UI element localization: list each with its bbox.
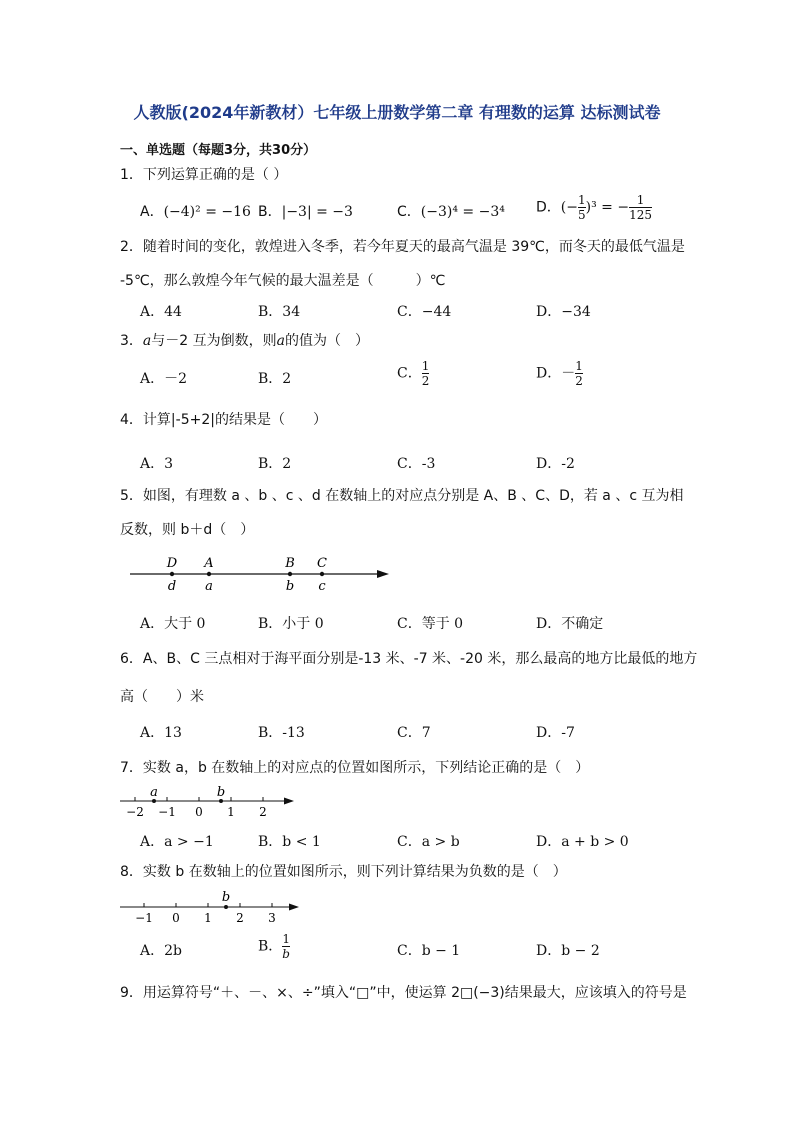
tick-label: 1 <box>227 805 235 819</box>
question-number: 2． <box>120 239 143 255</box>
label-b: b <box>216 785 226 800</box>
option-a: A．－2 <box>140 371 188 387</box>
question-8 <box>120 863 567 881</box>
option-a: A．2b <box>140 943 182 959</box>
option-c: C．7 <box>397 725 431 741</box>
option-b: B．2 <box>258 456 292 472</box>
question-stem-line1: A、B、C 三点相对于海平面分别是-13 米、-7 米、-20 米，那么最高的地方比最低的地方 <box>142 651 698 667</box>
point-b <box>288 572 292 576</box>
option-b: B．-13 <box>258 725 305 741</box>
label-upper-b: B <box>285 556 295 571</box>
label-lower-a: a <box>205 579 213 594</box>
option-d: D．(− $\frac{1}{5}$ )³ = − $\frac{1}{125}$ <box>536 193 652 222</box>
question-2-line2: -5℃，那么敦煌今年气候的最大温差是（ ）℃ <box>120 273 446 289</box>
question-number: 6． <box>120 651 143 667</box>
option-c: C．等于 0 <box>397 616 464 632</box>
question-stem: 实数 a，b 在数轴上的对应点的位置如图所示，下列结论正确的是（ ） <box>142 760 590 776</box>
question-6 <box>120 650 697 668</box>
option-b: B．2 <box>258 371 292 387</box>
option-a: A．13 <box>140 725 182 741</box>
question-3: 3．a与－2 互为倒数，则a的值为（ ） <box>120 333 369 349</box>
label-lower-b: b <box>285 579 295 594</box>
question-2 <box>120 238 685 256</box>
point-d <box>170 572 174 576</box>
option-d: D．−34 <box>536 304 591 320</box>
question-5-line2: 反数，则 b＋d（ ） <box>120 522 255 538</box>
option-a: A．a > −1 <box>140 834 214 850</box>
question-number: 3． <box>120 333 143 349</box>
question-7 <box>120 759 589 777</box>
number-line-q7 <box>118 783 298 821</box>
option-a: A．大于 0 <box>140 616 206 632</box>
question-number: 5． <box>120 488 143 504</box>
tick-label: 2 <box>236 911 244 925</box>
option-a: A．44 <box>140 304 182 320</box>
tick-label: 3 <box>268 911 276 925</box>
question-stem-line1: 如图，有理数 a 、b 、c 、d 在数轴上的对应点分别是 A、B 、C、D，若 a 、c 互为相 <box>142 488 684 504</box>
option-d: D．不确定 <box>536 616 604 632</box>
option-c: C．b − 1 <box>397 943 461 959</box>
option-a: A．(−4)² = −16 <box>140 204 251 220</box>
option-d: D．-7 <box>536 725 575 741</box>
label-lower-c: c <box>318 579 326 594</box>
point-a <box>207 572 211 576</box>
question-number: 8． <box>120 864 143 880</box>
question-5 <box>120 487 684 505</box>
question-number: 9． <box>120 985 143 1001</box>
option-b: B．34 <box>258 304 301 320</box>
option-c: C．a > b <box>397 834 460 850</box>
option-b: B． $\frac{1}{b}$ <box>258 932 290 961</box>
label-upper-a: A <box>204 556 214 571</box>
question-number: 7． <box>120 760 143 776</box>
number-line-q5 <box>125 550 395 595</box>
tick-label: −2 <box>126 805 144 819</box>
option-b: B．|−3| = −3 <box>258 204 353 220</box>
label-upper-c: C <box>317 556 327 571</box>
option-c: C．−44 <box>397 304 452 320</box>
tick-label: −1 <box>135 911 153 925</box>
question-9 <box>120 984 687 1002</box>
label-a: a <box>150 785 158 800</box>
option-c: C．(−3)⁴ = −3⁴ <box>397 204 505 220</box>
number-line-q8 <box>118 887 303 925</box>
option-b: B．b < 1 <box>258 834 321 850</box>
tick-label: −1 <box>158 805 176 819</box>
question-stem: 下列运算正确的是（ ） <box>142 167 288 183</box>
option-b: B．小于 0 <box>258 616 324 632</box>
question-number: 1． <box>120 167 143 183</box>
tick-label: 2 <box>259 805 267 819</box>
question-6-line2: 高（ ）米 <box>120 689 204 705</box>
question-stem-line1: 随着时间的变化，敦煌进入冬季，若今年夏天的最高气温是 39℃，而冬天的最低气温是 <box>142 239 685 255</box>
label-lower-d: d <box>167 579 177 594</box>
tick-label: 0 <box>172 911 180 925</box>
question-stem: 实数 b 在数轴上的位置如图所示，则下列计算结果为负数的是（ ） <box>142 864 567 880</box>
option-d: D．a + b > 0 <box>536 834 629 850</box>
option-d: D．b − 2 <box>536 943 600 959</box>
tick-label: 1 <box>204 911 212 925</box>
option-d: D．-2 <box>536 456 575 472</box>
section-heading: 一、单选题（每题3分，共30分） <box>120 143 317 158</box>
question-number: 4． <box>120 412 143 428</box>
question-stem: 计算|-5+2|的结果是（ ） <box>142 412 327 428</box>
point-b <box>224 905 228 909</box>
point-c <box>320 572 324 576</box>
question-stem: 用运算符号“＋、－、×、÷”填入“□”中，使运算 2□(−3)结果最大，应该填入的符号是 <box>142 985 687 1001</box>
question-4 <box>120 411 327 429</box>
label-b: b <box>221 890 231 905</box>
tick-label: 0 <box>195 805 203 819</box>
option-c: C． $\frac{1}{2}$ <box>397 359 430 388</box>
question-1 <box>120 166 287 184</box>
label-upper-d: D <box>166 556 178 571</box>
option-a: A．3 <box>140 456 174 472</box>
option-c: C．-3 <box>397 456 436 472</box>
option-d: D．－ $\frac{1}{2}$ <box>536 359 583 388</box>
page-title: 人教版(2024年新教材）七年级上册数学第二章 有理数的运算 达标测试卷 <box>133 103 661 122</box>
